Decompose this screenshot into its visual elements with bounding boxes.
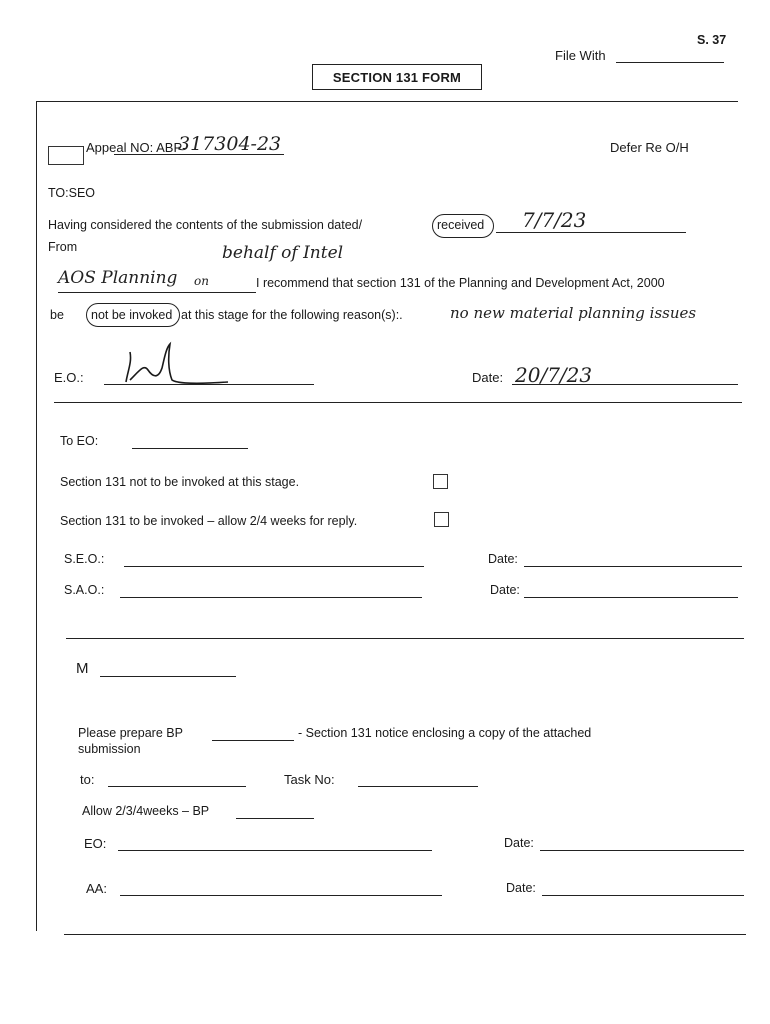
sao-date-label: Date: [490, 583, 520, 597]
section-rule-2 [66, 638, 744, 639]
from-label: From [48, 240, 78, 254]
task-line[interactable] [358, 786, 478, 787]
invoke-prefix: be [50, 308, 64, 322]
page-code: S. 37 [697, 33, 727, 47]
seo-label: S.E.O.: [64, 552, 105, 566]
not-invoked-text: not be invoked [91, 308, 173, 322]
from-line2-handwritten: AOS Planning [58, 268, 178, 288]
eo2-label: EO: [84, 836, 107, 851]
option-invoke-text: Section 131 to be invoked – allow 2/4 weeks for reply. [60, 514, 358, 528]
prepare-bp-line[interactable] [212, 740, 294, 741]
to-eo-label: To EO: [60, 434, 99, 448]
appeal-number: 317304-23 [178, 133, 282, 155]
eo-date: 20/7/23 [515, 363, 593, 387]
seo-line[interactable] [124, 566, 424, 567]
file-with-line [616, 62, 724, 63]
task-label: Task No: [284, 772, 335, 787]
top-rule [36, 101, 738, 102]
from-handwritten: behalf of Intel [222, 243, 344, 263]
aa-date-label: Date: [506, 881, 536, 895]
section-rule-1 [54, 402, 742, 403]
appeal-label: Appeal NO: ABP- [86, 140, 187, 155]
form-title-box [312, 64, 482, 90]
prepare-line2: submission [78, 742, 141, 756]
from-line2-on: on [194, 274, 209, 288]
eo-date-label: Date: [472, 370, 504, 385]
left-border [36, 101, 37, 931]
to-label: to: [80, 772, 95, 787]
appeal-stamp-box [48, 146, 84, 165]
eo-signature [118, 340, 298, 400]
considered-text: Having considered the contents of the submission dated/ [48, 218, 363, 232]
m-line[interactable] [100, 676, 236, 677]
submission-date-line [496, 232, 686, 233]
invoke-text: at this stage for the following reason(s):. [181, 308, 403, 322]
received-word: received [437, 218, 485, 232]
aa-label: AA: [86, 881, 107, 896]
eo2-line[interactable] [118, 850, 432, 851]
aa-date-line[interactable] [542, 895, 744, 896]
to-seo-label: TO:SEO [48, 186, 96, 200]
seo-date-label: Date: [488, 552, 518, 566]
defer-label: Defer Re O/H [610, 140, 689, 155]
prepare-line1: Please prepare BP [78, 726, 183, 740]
sao-label: S.A.O.: [64, 583, 105, 597]
to-line[interactable] [108, 786, 246, 787]
eo2-date-label: Date: [504, 836, 534, 850]
submission-date: 7/7/23 [522, 208, 587, 232]
option-not-invoke-checkbox[interactable] [433, 474, 448, 489]
allow-line[interactable] [236, 818, 314, 819]
to-eo-line [132, 448, 248, 449]
aa-line[interactable] [120, 895, 442, 896]
prepare-line1b: - Section 131 notice enclosing a copy of the attached [298, 726, 592, 740]
eo-sign-label: E.O.: [54, 370, 84, 385]
invoke-reason: no new material planning issues [450, 304, 697, 322]
recommend-text: I recommend that section 131 of the Planning and Development Act, 2000 [256, 276, 665, 290]
allow-text: Allow 2/3/4weeks – BP [82, 804, 210, 818]
seo-date-line[interactable] [524, 566, 742, 567]
file-with-label: File With [555, 48, 606, 63]
bottom-rule [64, 934, 746, 935]
sao-date-line[interactable] [524, 597, 738, 598]
form-title: SECTION 131 FORM [332, 69, 462, 85]
eo2-date-line[interactable] [540, 850, 744, 851]
option-invoke-checkbox[interactable] [434, 512, 449, 527]
from-line2-underline [58, 292, 256, 293]
m-label: M [76, 660, 89, 677]
sao-line[interactable] [120, 597, 422, 598]
option-not-invoke-text: Section 131 not to be invoked at this stage. [60, 475, 300, 489]
